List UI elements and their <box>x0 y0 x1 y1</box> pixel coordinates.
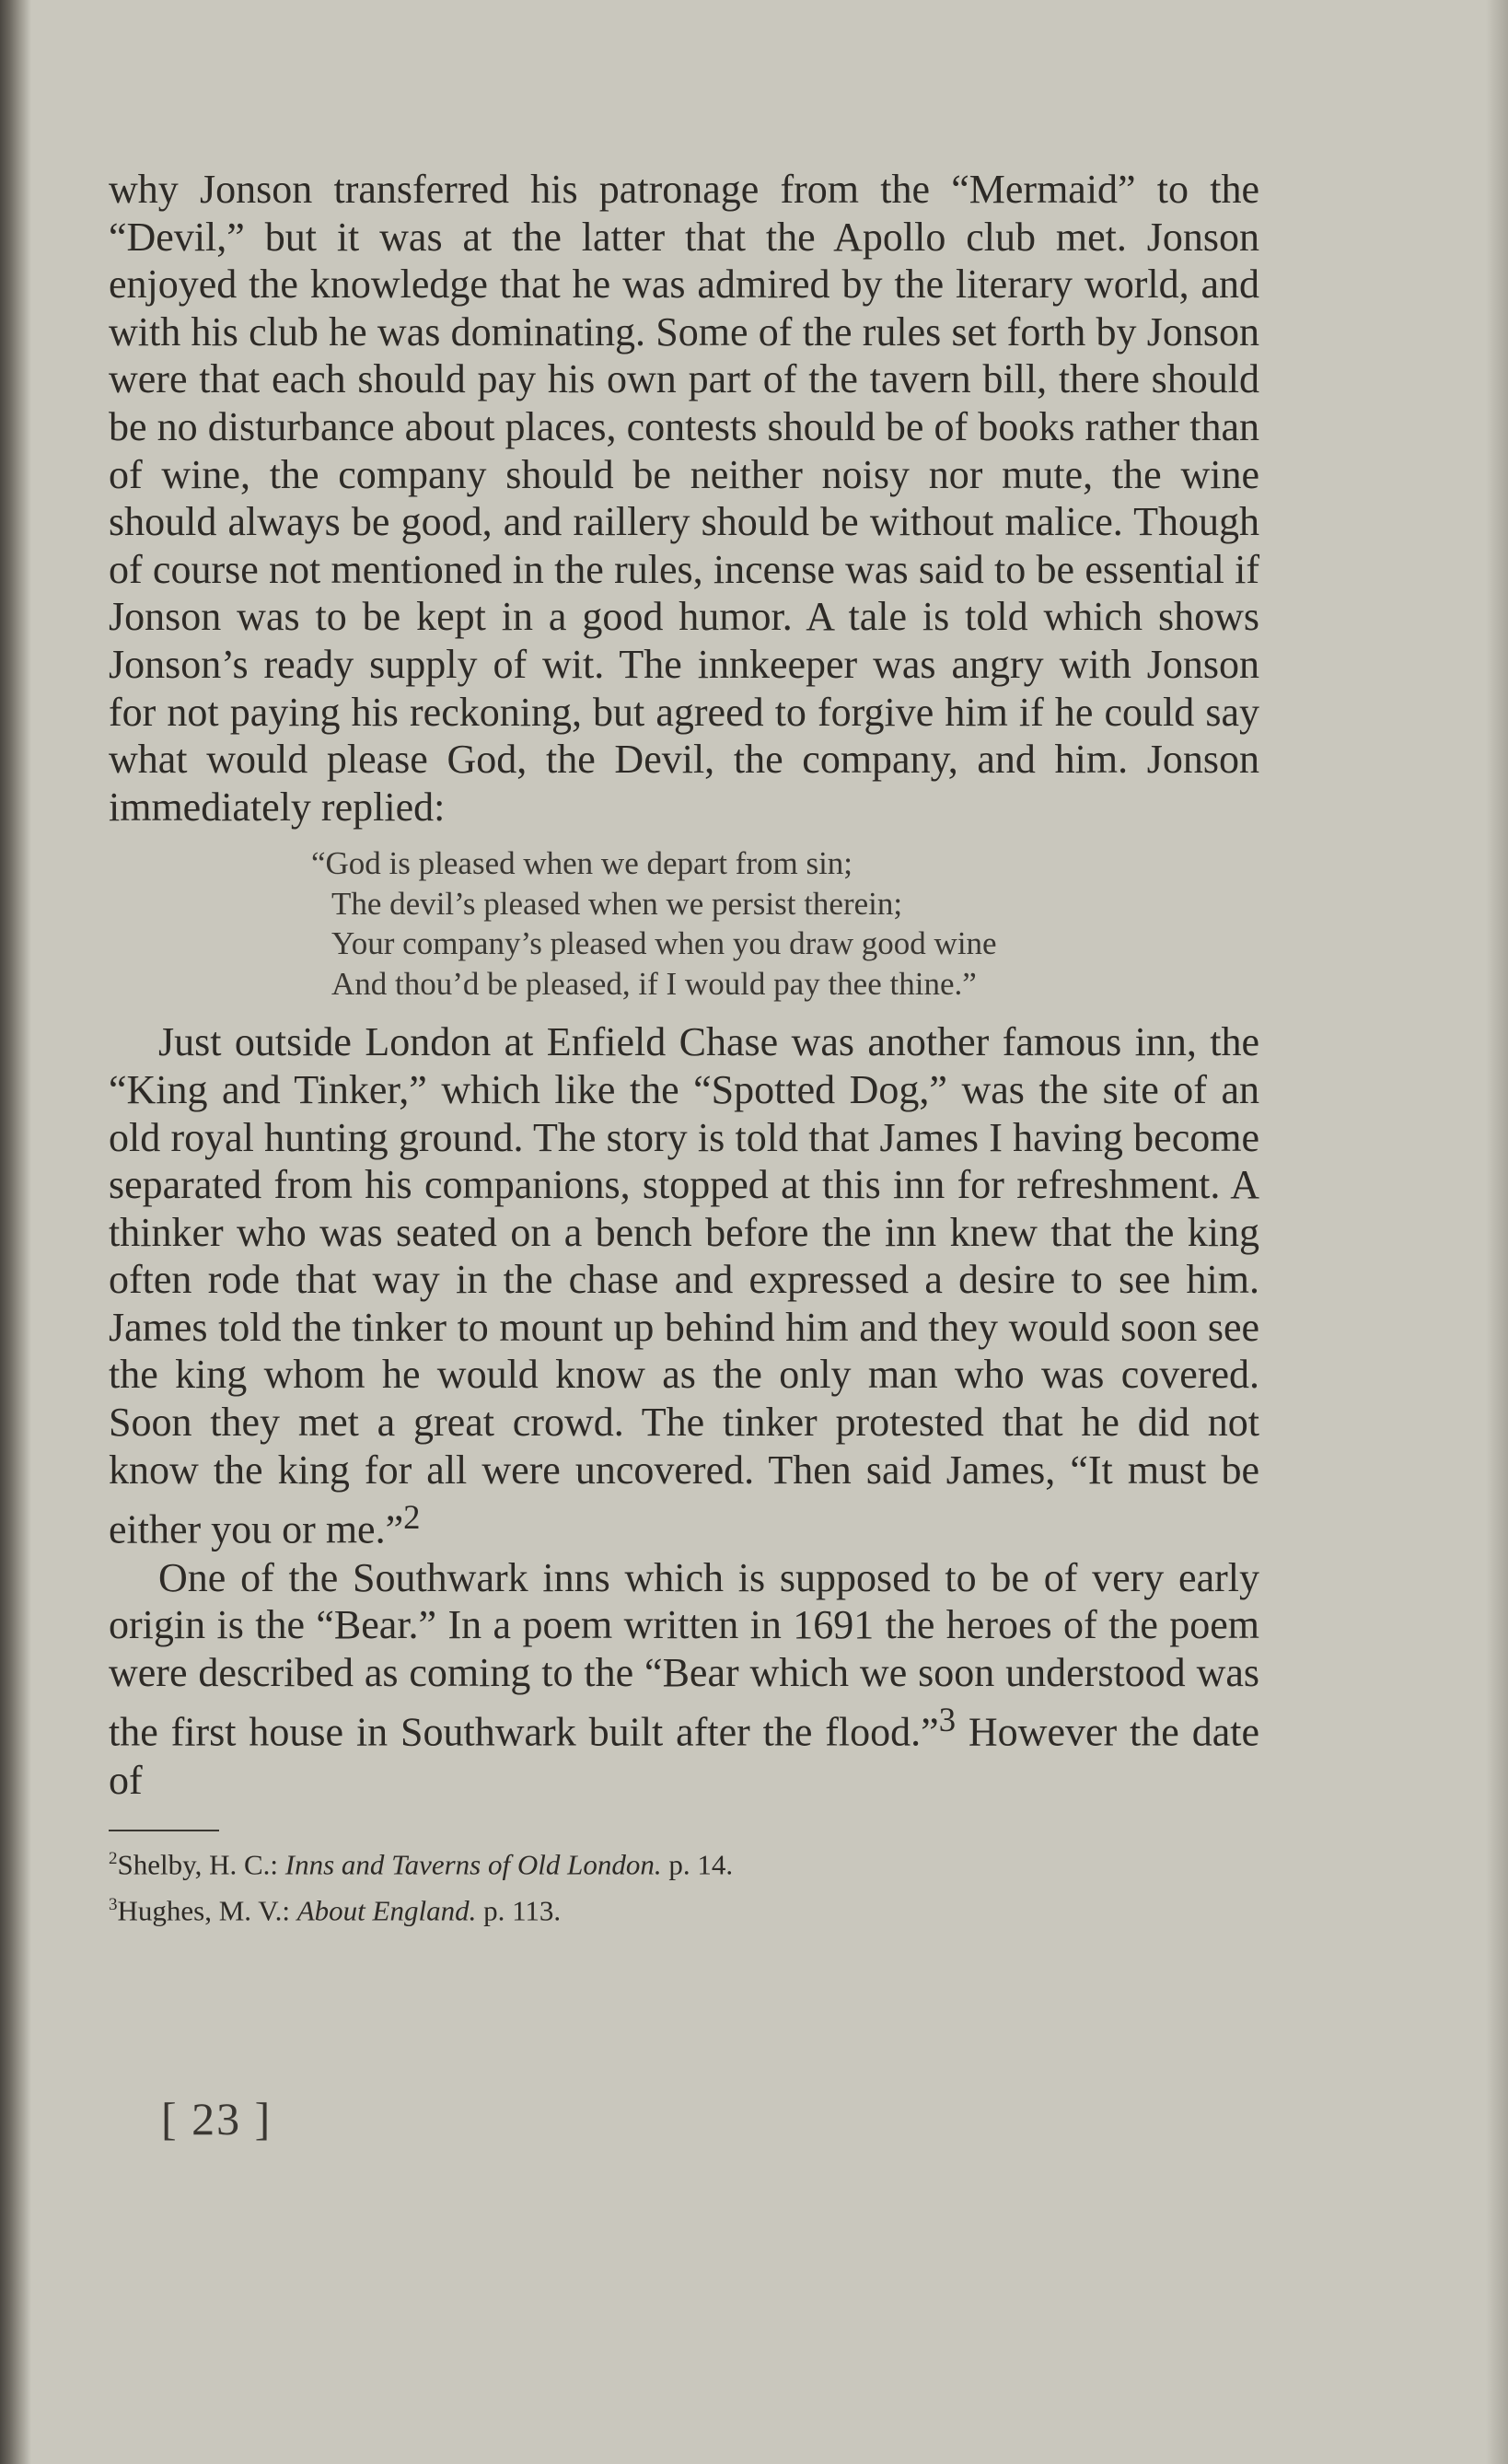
footnote-ref: 2 <box>403 1498 421 1537</box>
poem-line: And thou’d be pleased, if I would pay thee thine.” <box>331 965 977 1002</box>
footnote: $^2$Shelby, H. C.: Inns and Taverns of Old London. p. 14. <box>109 1848 734 1881</box>
poem-line: The devil’s pleased when we persist therein; <box>331 885 903 922</box>
footnote: $^3$Hughes, M. V.: About England. p. 113. <box>109 1894 562 1927</box>
paragraph-jonson-rules: why Jonson transferred his patronage from the “Mermaid” to the “Devil,” but it was at the latter that the Apollo club met. Jonson enjoyed the knowledge that he was admired by the literary world, and with his club he was dominating. Some of the rules set forth by Jonson were that each should pay his own part of the tavern bill, there should be no disturbance about places, contests should be of books rather than of wine, the company should be neither noisy nor mute, the wine should always be good, and raillery should be without malice. Though of course not mentioned in the rules, incense was said to be essential if Jonson was to be kept in a good humor. A tale is told which shows Jonson’s ready supply of wit. The innkeeper was angry with Jonson for not paying his reckoning, but agreed to forgive him if he could say what would please God, the Devil, the company, and him. Jonson immediately replied: <box>109 167 1259 830</box>
paragraph-southwark-bear: One of the Southwark inns which is supposed to be of very early origin is the “Bear.” In a poem written in 1691 the heroes of the poem were described as coming to the “Bear which we soon understood was the first house in Southwark built after the flood.”$^3$ However the date of <box>109 1554 1259 1803</box>
poem-line: Your company’s pleased when you draw good wine <box>331 925 997 962</box>
page-number: [ 23 ] <box>161 2093 273 2144</box>
poem-quote <box>311 843 1259 1004</box>
poem-line: “God is pleased when we depart from sin; <box>311 845 853 882</box>
footnote-divider <box>109 1830 219 1831</box>
footnote-ref: 3 <box>938 1701 957 1739</box>
page-text <box>109 166 1259 1932</box>
paragraph-king-and-tinker: Just outside London at Enfield Chase was another famous inn, the “King and Tinker,” which like the “Spotted Dog,” was the site of an old royal hunting ground. The story is told that James I having become separated from his companions, stopped at this inn for refreshment. A thinker who was seated on a bench before the inn knew that the king often rode that way in the chase and expressed a desire to see him. James told the tinker to mount up behind him and they would soon see the king whom he would know as the only man who was covered. Soon they met a great crowd. The tinker protested that he did not know the king for all were uncovered. Then said James, “It must be either you or me.”$^2$ <box>109 1019 1259 1552</box>
